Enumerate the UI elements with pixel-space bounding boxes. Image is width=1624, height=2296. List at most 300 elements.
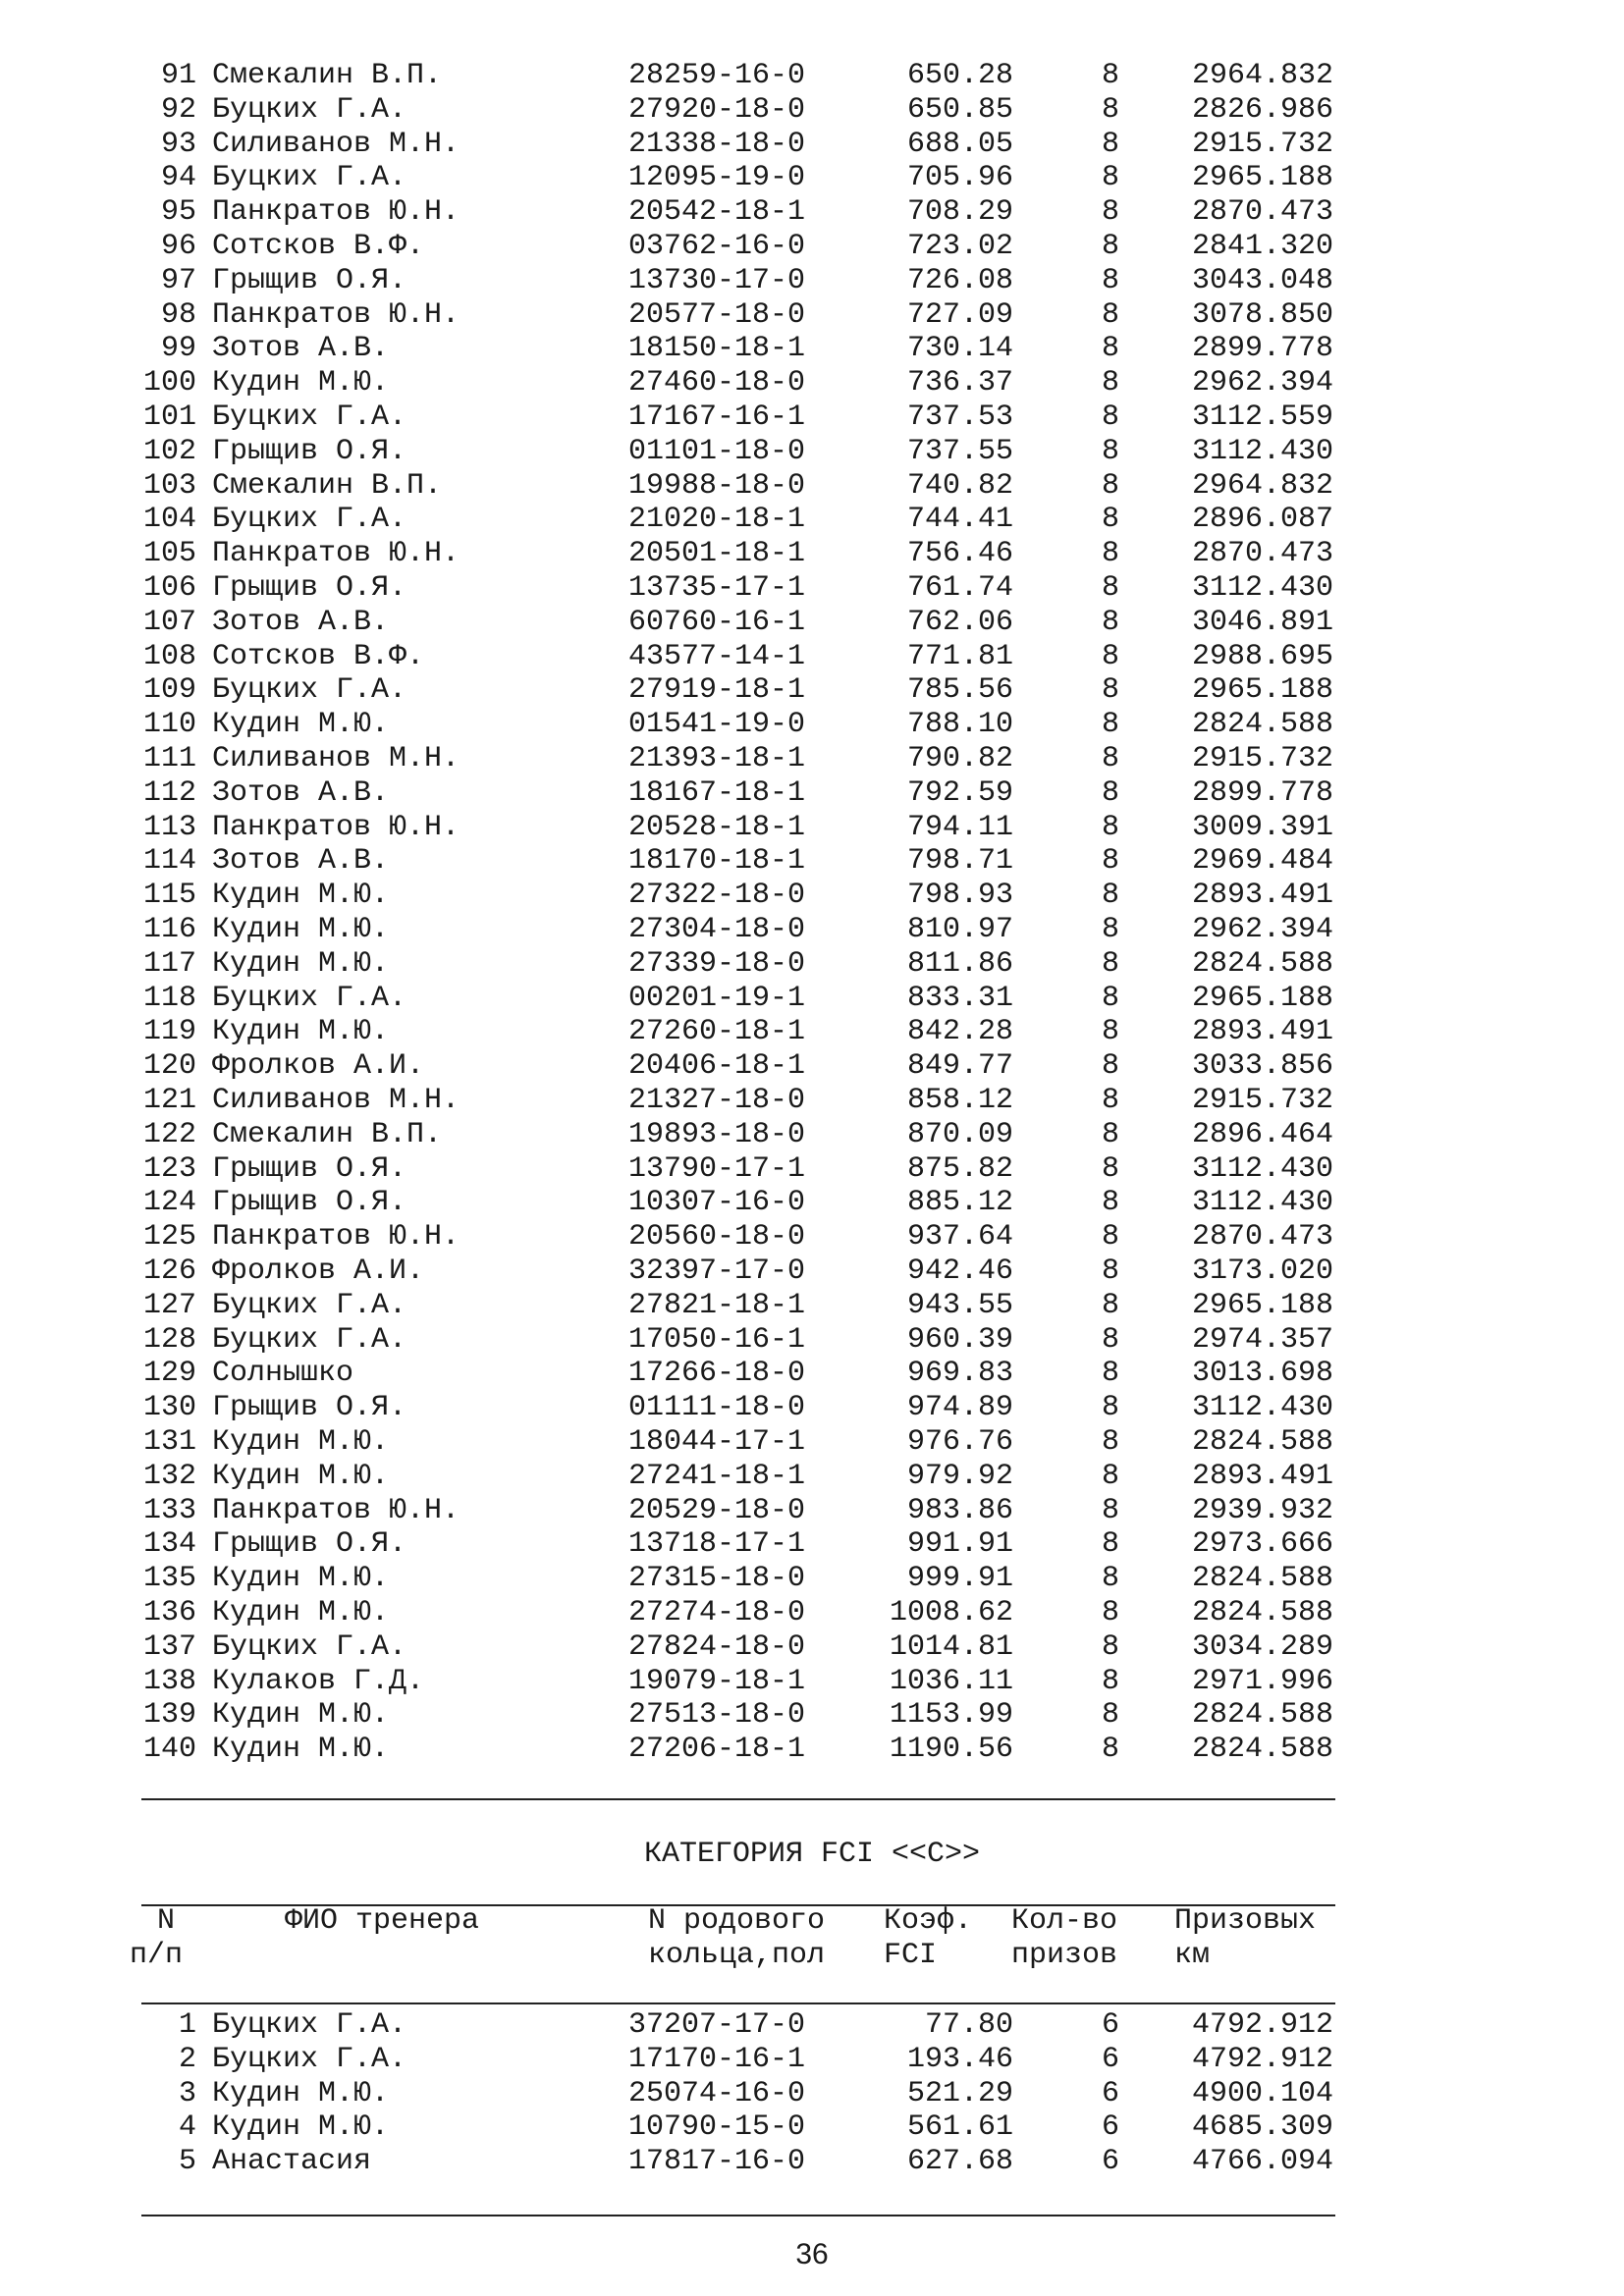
table-row	[0, 1425, 1624, 1460]
table-row	[0, 1357, 1624, 1391]
prize-km: 3112.430	[1191, 434, 1333, 468]
ring-number: 21393-18-1	[628, 742, 806, 775]
table-row	[0, 400, 1624, 435]
row-number: 108	[142, 639, 196, 673]
trainer-name: Грыщив О.Я.	[212, 1391, 407, 1425]
trainer-name: Анастасия	[212, 2145, 372, 2179]
table-row	[0, 1527, 1624, 1562]
row-number: 93	[160, 127, 196, 161]
prize-count: 8	[1101, 946, 1119, 981]
prize-km: 3112.430	[1191, 1391, 1333, 1425]
row-number: 3	[178, 2076, 196, 2110]
table-row	[0, 537, 1624, 571]
table-row	[0, 93, 1624, 128]
prize-count: 8	[1101, 1084, 1119, 1117]
prize-km: 3112.430	[1191, 571, 1333, 605]
trainer-name: Буцких Г.А.	[212, 1288, 407, 1322]
prize-count: 6	[1101, 2145, 1119, 2179]
header-km: Призовых	[1174, 1904, 1317, 1938]
table-row	[0, 230, 1624, 264]
prize-count: 8	[1101, 1186, 1119, 1220]
ring-number: 13790-17-1	[628, 1151, 806, 1186]
table-row	[0, 1049, 1624, 1084]
prize-count: 8	[1101, 1629, 1119, 1664]
ring-number: 20501-18-1	[628, 537, 806, 571]
prize-count: 8	[1101, 503, 1119, 537]
header-n-sub: п/п	[130, 1939, 184, 1972]
row-number: 131	[142, 1425, 196, 1459]
row-number: 97	[160, 263, 196, 297]
trainer-name: Буцких Г.А.	[212, 673, 407, 708]
trainer-name: Буцких Г.А.	[212, 92, 407, 127]
ring-number: 27304-18-0	[628, 913, 806, 946]
prize-km: 2965.188	[1191, 161, 1333, 195]
fci-coefficient: 1014.81	[889, 1629, 1013, 1664]
row-number: 104	[142, 503, 196, 537]
fci-coefficient: 937.64	[906, 1220, 1013, 1255]
prize-km: 2870.473	[1191, 537, 1333, 571]
fci-coefficient: 756.46	[906, 537, 1013, 571]
table-row	[0, 776, 1624, 811]
trainer-name: Силиванов М.Н.	[212, 1084, 460, 1117]
prize-km: 2969.484	[1191, 844, 1333, 879]
fci-coefficient: 983.86	[906, 1493, 1013, 1527]
row-number: 117	[142, 946, 196, 981]
row-number: 136	[142, 1596, 196, 1629]
table-row	[0, 503, 1624, 537]
fci-coefficient: 785.56	[906, 673, 1013, 708]
prize-km: 2964.832	[1191, 468, 1333, 503]
header-ring: N родового	[648, 1904, 826, 1938]
fci-coefficient: 705.96	[906, 161, 1013, 195]
trainer-name: Фролков А.И.	[212, 1049, 425, 1084]
trainer-name: Буцких Г.А.	[212, 503, 407, 537]
row-number: 124	[142, 1186, 196, 1220]
prize-km: 3033.856	[1191, 1049, 1333, 1084]
ring-number: 19893-18-0	[628, 1117, 806, 1151]
trainer-name: Зотов А.В.	[212, 605, 390, 639]
ring-number: 27260-18-1	[628, 1015, 806, 1049]
fci-coefficient: 77.80	[924, 2008, 1013, 2042]
trainer-name: Кудин М.Ю.	[212, 708, 390, 742]
row-number: 121	[142, 1084, 196, 1117]
prize-count: 8	[1101, 1255, 1119, 1288]
fci-coefficient: 849.77	[906, 1049, 1013, 1084]
prize-count: 8	[1101, 1425, 1119, 1459]
row-number: 101	[142, 400, 196, 434]
table-row	[0, 1733, 1624, 1767]
fci-coefficient: 1153.99	[889, 1698, 1013, 1733]
trainer-name: Смекалин В.П.	[212, 59, 443, 92]
prize-km: 4792.912	[1191, 2042, 1333, 2076]
prize-count: 8	[1101, 1117, 1119, 1151]
ring-number: 01101-18-0	[628, 434, 806, 468]
prize-count: 8	[1101, 639, 1119, 673]
ring-number: 18150-18-1	[628, 332, 806, 366]
prize-km: 2973.666	[1191, 1527, 1333, 1562]
fci-coefficient: 1190.56	[889, 1733, 1013, 1767]
row-number: 92	[160, 92, 196, 127]
fci-coefficient: 723.02	[906, 230, 1013, 263]
table-row	[0, 366, 1624, 400]
trainer-name: Солнышко	[212, 1357, 354, 1391]
fci-coefficient: 727.09	[906, 297, 1013, 332]
row-number: 123	[142, 1151, 196, 1186]
prize-count: 8	[1101, 673, 1119, 708]
table-row	[0, 161, 1624, 195]
fci-coefficient: 974.89	[906, 1391, 1013, 1425]
trainer-name: Кулаков Г.Д.	[212, 1664, 425, 1698]
prize-count: 8	[1101, 297, 1119, 332]
prize-count: 8	[1101, 1391, 1119, 1425]
prize-km: 2824.588	[1191, 1562, 1333, 1596]
fci-coefficient: 875.82	[906, 1151, 1013, 1186]
trainer-name: Панкратов Ю.Н.	[212, 1220, 460, 1255]
row-number: 2	[178, 2042, 196, 2076]
trainer-name: Кудин М.Ю.	[212, 2110, 390, 2145]
ring-number: 27206-18-1	[628, 1733, 806, 1767]
prize-km: 3173.020	[1191, 1255, 1333, 1288]
row-number: 125	[142, 1220, 196, 1255]
fci-coefficient: 650.85	[906, 92, 1013, 127]
ring-number: 20406-18-1	[628, 1049, 806, 1084]
prize-count: 8	[1101, 161, 1119, 195]
row-number: 5	[178, 2145, 196, 2179]
fci-coefficient: 561.61	[906, 2110, 1013, 2145]
prize-count: 8	[1101, 1357, 1119, 1391]
table-row	[0, 435, 1624, 469]
prize-count: 8	[1101, 1596, 1119, 1629]
trainer-name: Кудин М.Ю.	[212, 1015, 390, 1049]
ring-number: 20528-18-1	[628, 810, 806, 844]
prize-km: 3043.048	[1191, 263, 1333, 297]
trainer-name: Грыщив О.Я.	[212, 434, 407, 468]
prize-km: 2824.588	[1191, 708, 1333, 742]
table-row	[0, 298, 1624, 333]
ring-number: 27824-18-0	[628, 1629, 806, 1664]
table-row	[0, 606, 1624, 640]
fci-coefficient: 811.86	[906, 946, 1013, 981]
fci-coefficient: 842.28	[906, 1015, 1013, 1049]
trainer-name: Смекалин В.П.	[212, 468, 443, 503]
ring-number: 17266-18-0	[628, 1357, 806, 1391]
prize-count: 8	[1101, 1322, 1119, 1357]
ring-number: 13730-17-0	[628, 263, 806, 297]
row-number: 120	[142, 1049, 196, 1084]
fci-coefficient: 885.12	[906, 1186, 1013, 1220]
prize-count: 8	[1101, 1527, 1119, 1562]
fci-coefficient: 979.92	[906, 1459, 1013, 1493]
trainer-name: Буцких Г.А.	[212, 400, 407, 434]
ring-number: 19079-18-1	[628, 1664, 806, 1698]
fci-coefficient: 521.29	[906, 2076, 1013, 2110]
row-number: 119	[142, 1015, 196, 1049]
prize-count: 8	[1101, 981, 1119, 1015]
prize-count: 8	[1101, 1015, 1119, 1049]
row-number: 103	[142, 468, 196, 503]
table-row	[0, 1118, 1624, 1152]
row-number: 116	[142, 913, 196, 946]
prize-km: 2915.732	[1191, 742, 1333, 775]
row-number: 127	[142, 1288, 196, 1322]
prize-count: 8	[1101, 400, 1119, 434]
header-count: Кол-во	[1011, 1904, 1118, 1938]
row-number: 95	[160, 195, 196, 230]
table-row	[0, 1391, 1624, 1425]
table-row	[0, 1152, 1624, 1187]
table-row	[0, 571, 1624, 606]
prize-count: 8	[1101, 844, 1119, 879]
trainer-name: Кудин М.Ю.	[212, 1596, 390, 1629]
header-coef-sub: FCI	[884, 1939, 938, 1972]
row-number: 129	[142, 1357, 196, 1391]
prize-km: 2899.778	[1191, 332, 1333, 366]
prize-count: 8	[1101, 913, 1119, 946]
trainer-name: Буцких Г.А.	[212, 981, 407, 1015]
prize-km: 3034.289	[1191, 1629, 1333, 1664]
header-ring-sub: кольца,пол	[648, 1939, 826, 1972]
trainer-name: Кудин М.Ю.	[212, 1698, 390, 1733]
ring-number: 17050-16-1	[628, 1322, 806, 1357]
ring-number: 37207-17-0	[628, 2008, 806, 2042]
prize-count: 8	[1101, 879, 1119, 913]
prize-count: 8	[1101, 1664, 1119, 1698]
prize-km: 2824.588	[1191, 1596, 1333, 1629]
table-row	[0, 913, 1624, 947]
prize-count: 8	[1101, 1733, 1119, 1767]
trainer-name: Кудин М.Ю.	[212, 879, 390, 913]
prize-count: 8	[1101, 1220, 1119, 1255]
row-number: 107	[142, 605, 196, 639]
prize-km: 2824.588	[1191, 946, 1333, 981]
row-number: 132	[142, 1459, 196, 1493]
fci-coefficient: 792.59	[906, 775, 1013, 810]
table-row	[0, 1084, 1624, 1118]
ring-number: 21327-18-0	[628, 1084, 806, 1117]
row-number: 96	[160, 230, 196, 263]
ring-number: 03762-16-0	[628, 230, 806, 263]
ring-number: 27339-18-0	[628, 946, 806, 981]
trainer-name: Буцких Г.А.	[212, 1629, 407, 1664]
table-row	[0, 1562, 1624, 1596]
fci-coefficient: 737.55	[906, 434, 1013, 468]
prize-km: 2824.588	[1191, 1425, 1333, 1459]
prize-km: 3112.559	[1191, 400, 1333, 434]
ring-number: 20560-18-0	[628, 1220, 806, 1255]
trainer-name: Панкратов Ю.Н.	[212, 537, 460, 571]
fci-coefficient: 991.91	[906, 1527, 1013, 1562]
prize-km: 2893.491	[1191, 879, 1333, 913]
trainer-name: Кудин М.Ю.	[212, 913, 390, 946]
prize-count: 8	[1101, 708, 1119, 742]
prize-count: 8	[1101, 537, 1119, 571]
ring-number: 20577-18-0	[628, 297, 806, 332]
fci-coefficient: 736.37	[906, 366, 1013, 400]
prize-km: 2896.087	[1191, 503, 1333, 537]
table-row	[0, 947, 1624, 982]
fci-coefficient: 788.10	[906, 708, 1013, 742]
ring-number: 27460-18-0	[628, 366, 806, 400]
prize-km: 2826.986	[1191, 92, 1333, 127]
row-number: 98	[160, 297, 196, 332]
ring-number: 27821-18-1	[628, 1288, 806, 1322]
trainer-name: Буцких Г.А.	[212, 161, 407, 195]
prize-km: 2965.188	[1191, 673, 1333, 708]
ring-number: 27513-18-0	[628, 1698, 806, 1733]
table-row	[0, 1255, 1624, 1289]
table-row	[0, 1015, 1624, 1049]
row-number: 137	[142, 1629, 196, 1664]
header-bottom-rule	[141, 2002, 1335, 2004]
trainer-name: Буцких Г.А.	[212, 1322, 407, 1357]
trainer-name: Буцких Г.А.	[212, 2042, 407, 2076]
fci-coefficient: 870.09	[906, 1117, 1013, 1151]
prize-count: 8	[1101, 810, 1119, 844]
prize-km: 2974.357	[1191, 1322, 1333, 1357]
fci-coefficient: 193.46	[906, 2042, 1013, 2076]
row-number: 133	[142, 1493, 196, 1527]
row-number: 128	[142, 1322, 196, 1357]
prize-km: 4766.094	[1191, 2145, 1333, 2179]
category-title: КАТЕГОРИЯ FCI <<C>>	[643, 1838, 981, 1871]
prize-km: 2915.732	[1191, 1084, 1333, 1117]
ring-number: 27241-18-1	[628, 1459, 806, 1493]
fci-coefficient: 833.31	[906, 981, 1013, 1015]
row-number: 114	[142, 844, 196, 879]
prize-km: 2824.588	[1191, 1698, 1333, 1733]
prize-km: 4792.912	[1191, 2008, 1333, 2042]
trainer-name: Кудин М.Ю.	[212, 1459, 390, 1493]
trainer-name: Буцких Г.А.	[212, 2008, 407, 2042]
fci-coefficient: 726.08	[906, 263, 1013, 297]
fci-coefficient: 650.28	[906, 59, 1013, 92]
trainer-name: Смекалин В.П.	[212, 1117, 443, 1151]
table-row	[0, 1186, 1624, 1220]
prize-km: 2893.491	[1191, 1015, 1333, 1049]
prize-km: 2964.832	[1191, 59, 1333, 92]
prize-km: 2915.732	[1191, 127, 1333, 161]
ring-number: 21338-18-0	[628, 127, 806, 161]
trainer-name: Кудин М.Ю.	[212, 1425, 390, 1459]
trainer-name: Панкратов Ю.Н.	[212, 1493, 460, 1527]
fci-coefficient: 790.82	[906, 742, 1013, 775]
ring-number: 19988-18-0	[628, 468, 806, 503]
prize-count: 6	[1101, 2076, 1119, 2110]
prize-count: 8	[1101, 1698, 1119, 1733]
prize-count: 8	[1101, 775, 1119, 810]
table-row	[0, 1665, 1624, 1699]
row-number: 112	[142, 775, 196, 810]
row-number: 99	[160, 332, 196, 366]
prize-count: 8	[1101, 263, 1119, 297]
prize-count: 8	[1101, 127, 1119, 161]
trainer-name: Фролков А.И.	[212, 1255, 425, 1288]
table-row	[0, 879, 1624, 913]
row-number: 110	[142, 708, 196, 742]
row-number: 106	[142, 571, 196, 605]
fci-coefficient: 810.97	[906, 913, 1013, 946]
ring-number: 17817-16-0	[628, 2145, 806, 2179]
prize-km: 4685.309	[1191, 2110, 1333, 2145]
prize-km: 2893.491	[1191, 1459, 1333, 1493]
trainer-name: Грыщив О.Я.	[212, 571, 407, 605]
ring-number: 10790-15-0	[628, 2110, 806, 2145]
prize-count: 8	[1101, 92, 1119, 127]
prize-count: 8	[1101, 742, 1119, 775]
row-number: 94	[160, 161, 196, 195]
prize-km: 2896.464	[1191, 1117, 1333, 1151]
prize-count: 6	[1101, 2008, 1119, 2042]
fci-coefficient: 798.71	[906, 844, 1013, 879]
fci-coefficient: 688.05	[906, 127, 1013, 161]
trainer-name: Силиванов М.Н.	[212, 127, 460, 161]
ring-number: 17170-16-1	[628, 2042, 806, 2076]
trainer-name: Панкратов Ю.Н.	[212, 297, 460, 332]
row-number: 135	[142, 1562, 196, 1596]
fci-coefficient: 999.91	[906, 1562, 1013, 1596]
trainer-name: Грыщив О.Я.	[212, 263, 407, 297]
ring-number: 01541-19-0	[628, 708, 806, 742]
fci-coefficient: 858.12	[906, 1084, 1013, 1117]
trainer-name: Панкратов Ю.Н.	[212, 810, 460, 844]
ring-number: 20542-18-1	[628, 195, 806, 230]
row-number: 115	[142, 879, 196, 913]
ring-number: 27920-18-0	[628, 92, 806, 127]
row-number: 109	[142, 673, 196, 708]
table-row	[0, 2043, 1624, 2077]
trainer-name: Кудин М.Ю.	[212, 946, 390, 981]
row-number: 100	[142, 366, 196, 400]
table-row	[0, 1596, 1624, 1630]
prize-count: 8	[1101, 195, 1119, 230]
ring-number: 28259-16-0	[628, 59, 806, 92]
row-number: 122	[142, 1117, 196, 1151]
table-row	[0, 640, 1624, 674]
prize-count: 8	[1101, 1459, 1119, 1493]
prize-count: 8	[1101, 332, 1119, 366]
trainer-name: Силиванов М.Н.	[212, 742, 460, 775]
prize-km: 4900.104	[1191, 2076, 1333, 2110]
row-number: 138	[142, 1664, 196, 1698]
table-row	[0, 195, 1624, 230]
table-row	[0, 811, 1624, 845]
header-n: N	[157, 1904, 176, 1938]
prize-count: 8	[1101, 434, 1119, 468]
ring-number: 32397-17-0	[628, 1255, 806, 1288]
ring-number: 00201-19-1	[628, 981, 806, 1015]
prize-km: 3009.391	[1191, 810, 1333, 844]
table-row	[0, 1698, 1624, 1733]
table-row	[0, 742, 1624, 776]
row-number: 139	[142, 1698, 196, 1733]
ring-number: 18170-18-1	[628, 844, 806, 879]
header-coef: Коэф.	[884, 1904, 973, 1938]
header-fio: ФИО тренера	[285, 1904, 480, 1938]
table-row	[0, 469, 1624, 504]
ring-number: 12095-19-0	[628, 161, 806, 195]
row-number: 113	[142, 810, 196, 844]
ring-number: 27274-18-0	[628, 1596, 806, 1629]
fci-coefficient: 627.68	[906, 2145, 1013, 2179]
prize-count: 8	[1101, 1288, 1119, 1322]
prize-km: 2841.320	[1191, 230, 1333, 263]
table-row	[0, 1323, 1624, 1358]
fci-coefficient: 960.39	[906, 1322, 1013, 1357]
trainer-name: Кудин М.Ю.	[212, 1562, 390, 1596]
row-number: 118	[142, 981, 196, 1015]
ring-number: 13735-17-1	[628, 571, 806, 605]
fci-coefficient: 730.14	[906, 332, 1013, 366]
